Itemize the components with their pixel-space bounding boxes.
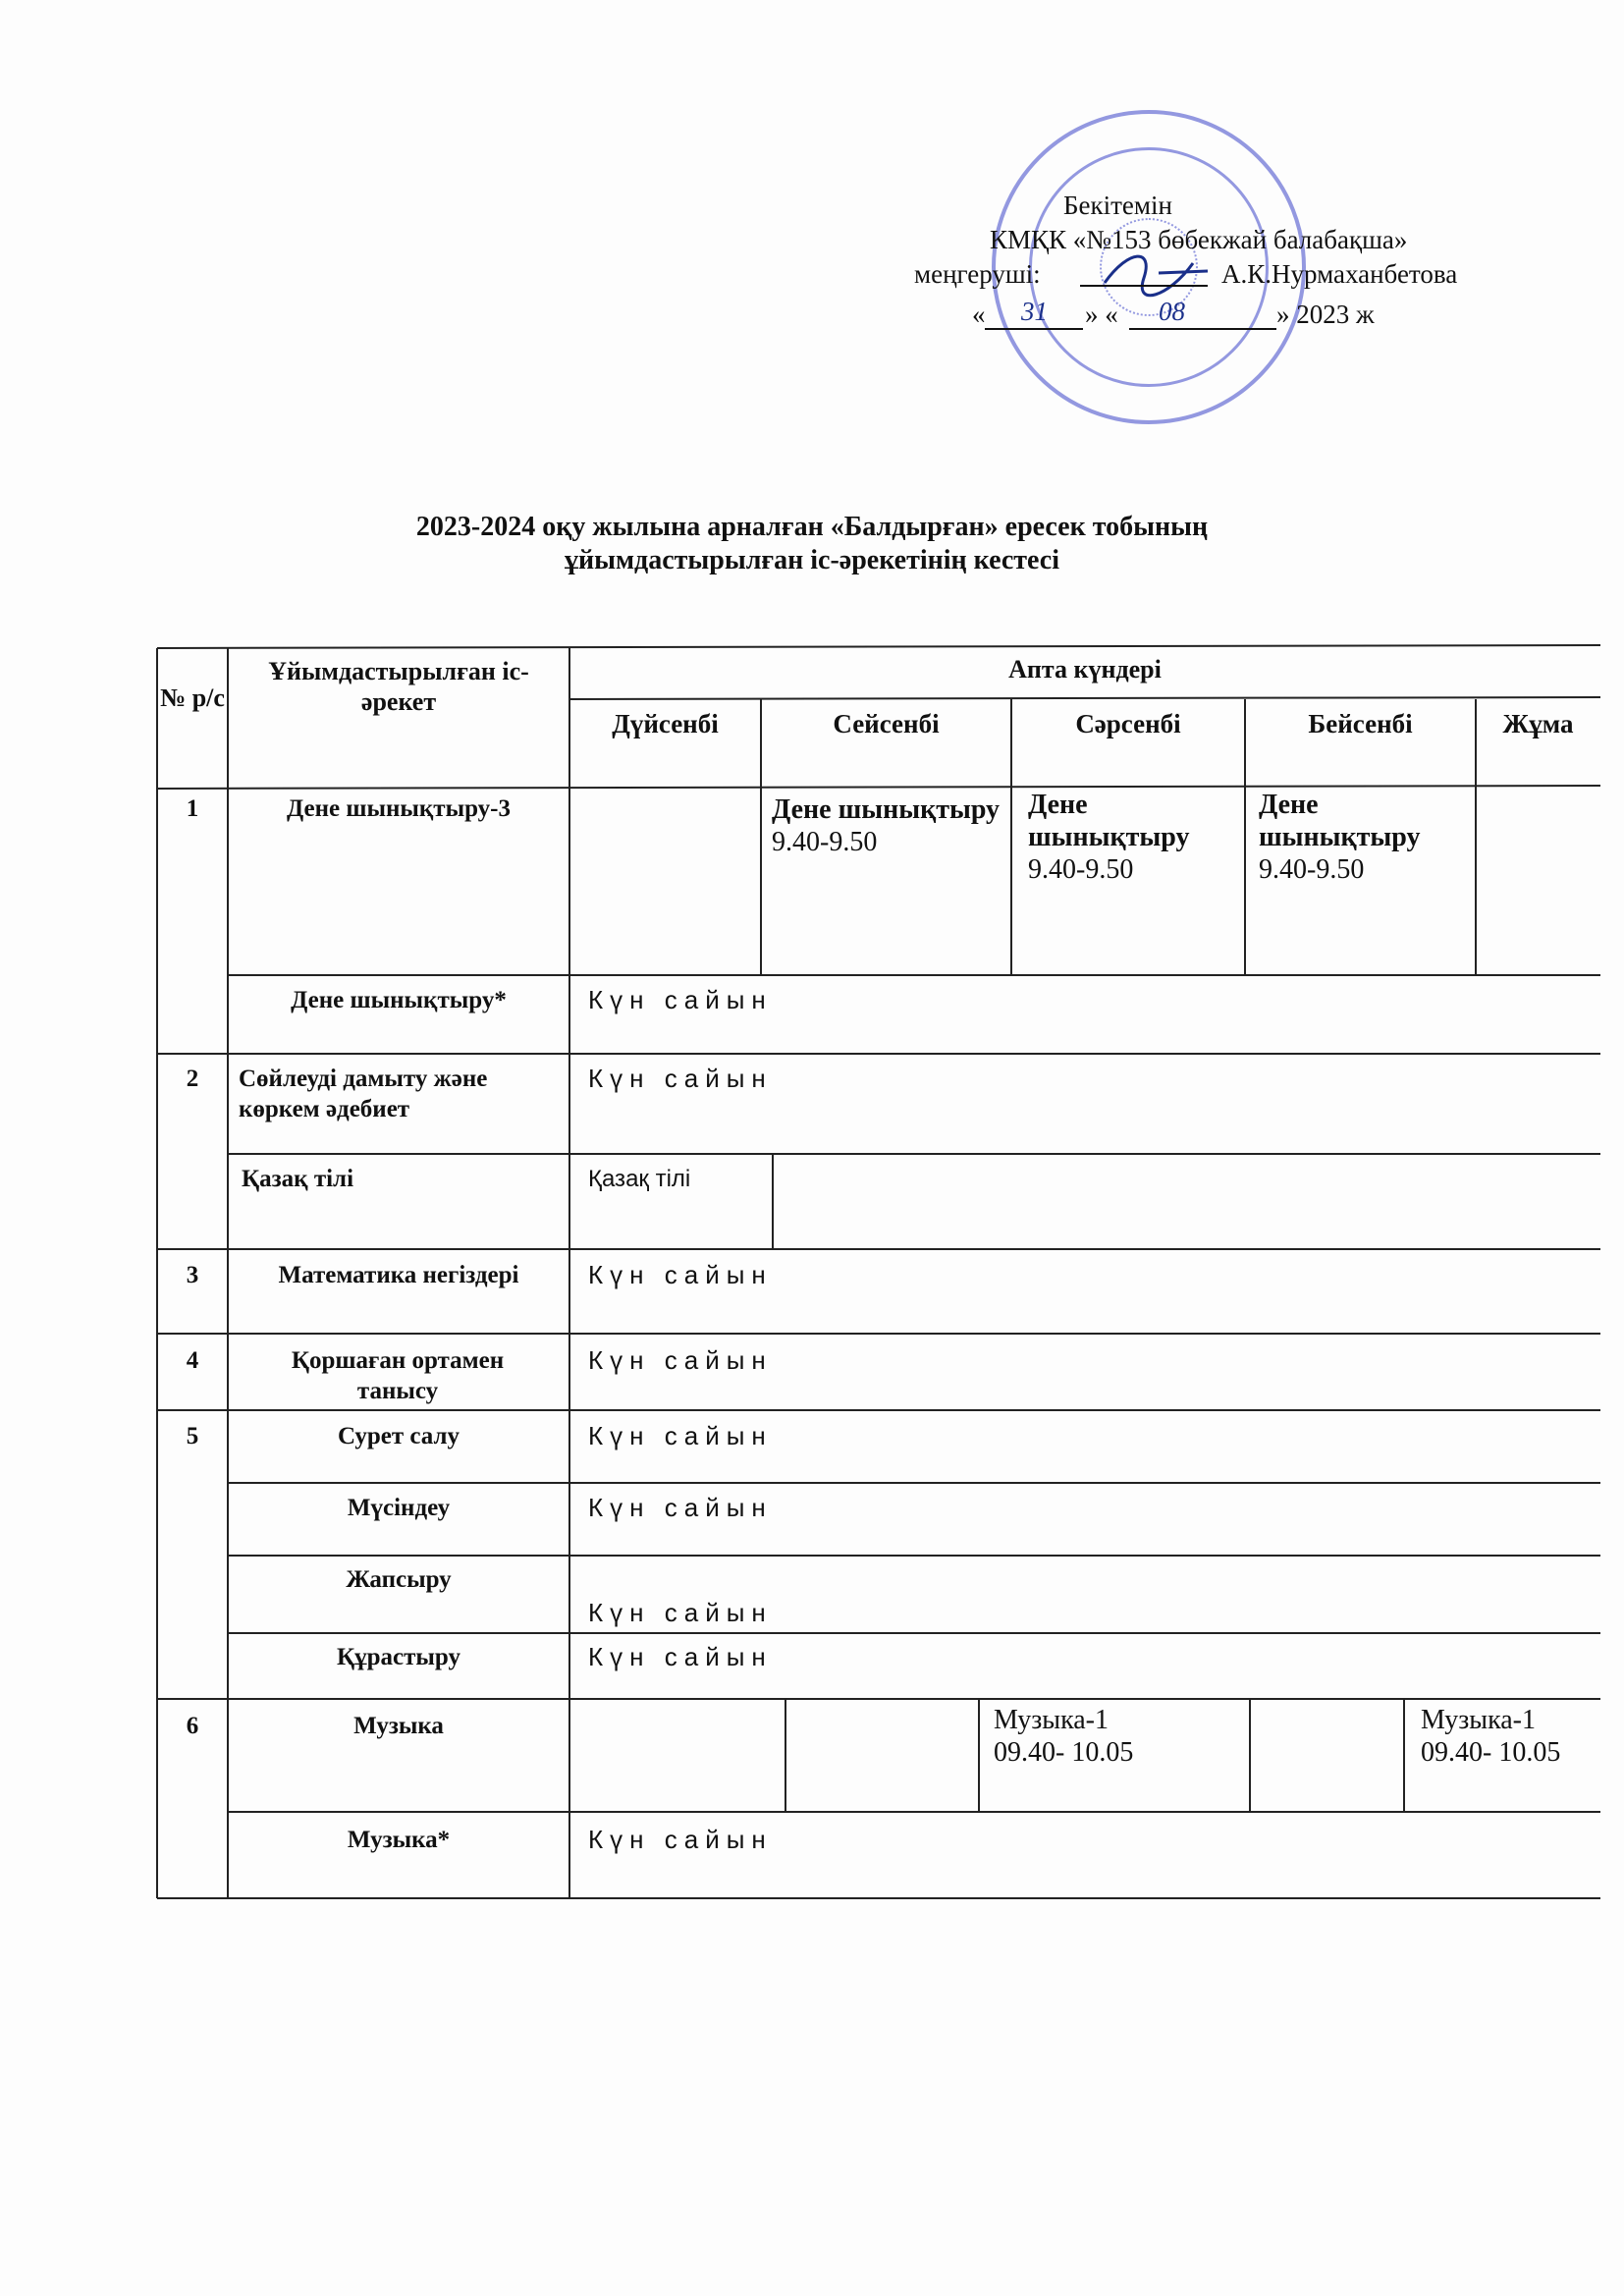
- activity-name: Дене шынықтыру*: [291, 987, 507, 1013]
- daily-label: Күн сайын: [588, 985, 773, 1014]
- daily-label: Күн сайын: [588, 1421, 773, 1450]
- activity-name: Сөйлеуді дамыту және көркем әдебиет: [239, 1066, 488, 1122]
- approval-date-day: 31: [1021, 297, 1048, 326]
- page-title-line-2: ұйымдастырылған іс-әрекетінің кестесі: [564, 545, 1060, 575]
- slot-title: Музыка-1: [994, 1705, 1110, 1735]
- activity-name: Музыка: [353, 1713, 444, 1739]
- daily-label: Күн сайын: [588, 1642, 773, 1671]
- daily-label: Күн сайын: [588, 1260, 773, 1289]
- slot-title: Музыка-1: [1421, 1705, 1537, 1735]
- row-num: 2: [186, 1066, 199, 1092]
- slot-wednesday: [994, 1704, 1244, 1769]
- slot-monday: Қазақ тілі: [588, 1166, 691, 1192]
- activity-name: Мүсіндеу: [347, 1495, 451, 1521]
- approval-date-open: «: [972, 300, 986, 329]
- row-num: 5: [186, 1423, 199, 1449]
- header-day-thursday: Бейсенбі: [1308, 709, 1413, 738]
- activity-name: Құрастыру: [336, 1644, 460, 1670]
- slot-thursday: [1259, 789, 1475, 886]
- slot-time: 9.40-9.50: [772, 827, 878, 857]
- header-activity: Ұйымдастырылған іс- әрекет: [268, 657, 529, 716]
- approval-line-1: Бекітемін: [1063, 191, 1172, 220]
- approval-manager-label: меңгеруші:: [914, 259, 1041, 289]
- approval-date-month: 08: [1159, 297, 1185, 326]
- header-week-days: Апта күндері: [1008, 655, 1162, 683]
- daily-label: Күн сайын: [588, 1345, 773, 1375]
- row-num: 6: [186, 1713, 199, 1739]
- activity-name: Сурет салу: [337, 1423, 460, 1449]
- page-title: [223, 511, 1401, 577]
- activity-name: Қоршаған ортамен танысу: [291, 1347, 505, 1404]
- slot-wednesday: [1028, 789, 1244, 886]
- slot-time: 09.40- 10.05: [1421, 1737, 1561, 1768]
- slot-time: 9.40-9.50: [1028, 854, 1134, 885]
- daily-label: Күн сайын: [588, 1825, 773, 1854]
- approval-manager-name: А.К.Нурмаханбетова: [1221, 259, 1458, 289]
- daily-label: Күн сайын: [588, 1598, 773, 1627]
- row-num: 1: [186, 795, 199, 822]
- header-day-friday: Жұма: [1502, 709, 1574, 738]
- approval-line-2: КМҚК «№153 бөбекжай балабақша»: [990, 225, 1408, 254]
- slot-friday: [1421, 1704, 1597, 1769]
- header-num: № р/с: [160, 683, 225, 712]
- activity-name: Жапсыру: [346, 1566, 452, 1593]
- activity-name: Математика негіздері: [278, 1262, 519, 1288]
- activity-name: Қазақ тілі: [242, 1166, 354, 1192]
- row-num: 4: [186, 1347, 199, 1374]
- approval-date-close: » 2023 ж: [1276, 300, 1375, 329]
- slot-title: Дене шынықтыру: [1259, 790, 1421, 852]
- slot-tuesday: [772, 793, 1007, 858]
- slot-title: Дене шынықтыру: [1028, 790, 1190, 852]
- row-num: 3: [186, 1262, 199, 1288]
- approval-date-mid: » «: [1085, 300, 1118, 329]
- header-day-monday: Дүйсенбі: [612, 709, 719, 738]
- slot-title: Дене шынықтыру: [772, 794, 1001, 825]
- slot-time: 09.40- 10.05: [994, 1737, 1134, 1768]
- activity-name: Дене шынықтыру-3: [286, 795, 511, 822]
- header-day-wednesday: Сәрсенбі: [1075, 709, 1181, 738]
- activity-name: Музыка*: [347, 1827, 451, 1853]
- signature-line: [1080, 285, 1208, 287]
- page-title-line-1: 2023-2024 оқу жылына арналған «Балдырған» ересек тобының: [415, 512, 1209, 542]
- date-day-line: [985, 328, 1083, 330]
- slot-time: 9.40-9.50: [1259, 854, 1365, 885]
- daily-label: Күн сайын: [588, 1064, 773, 1093]
- daily-label: Күн сайын: [588, 1493, 773, 1522]
- header-day-tuesday: Сейсенбі: [833, 709, 940, 738]
- date-month-line: [1129, 328, 1276, 330]
